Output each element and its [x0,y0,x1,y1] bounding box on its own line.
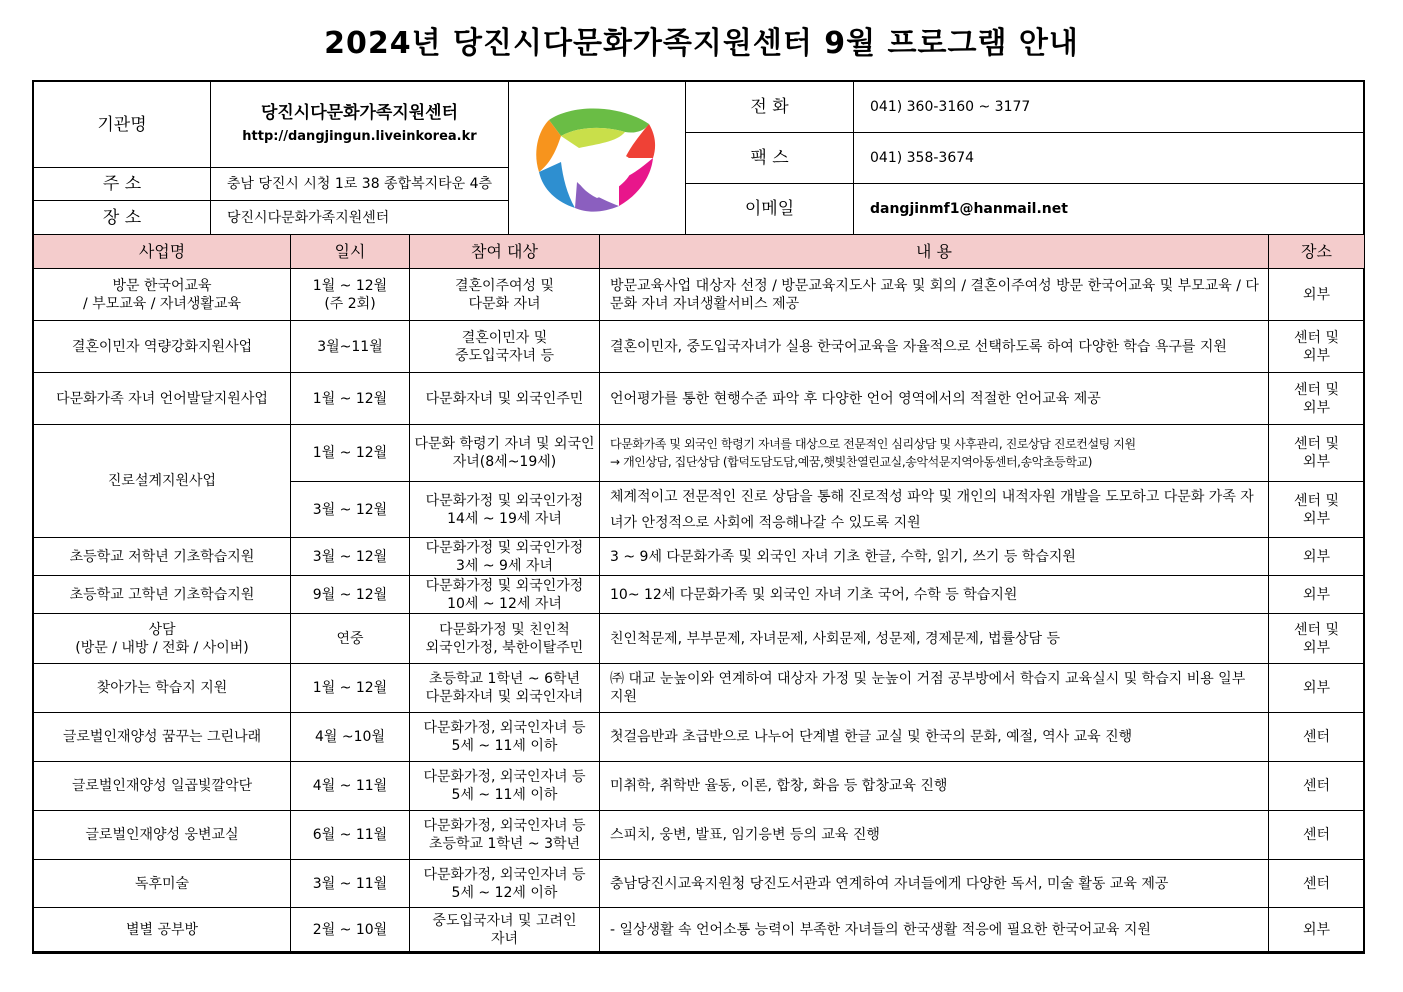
table-cell-target: 다문화가정 및 외국인가정 10세 ~ 12세 자녀 [410,576,600,614]
table-cell-content: 스피치, 웅변, 발표, 임기응변 등의 교육 진행 [600,811,1269,860]
table-cell-content: 다문화가족 및 외국인 학령기 자녀를 대상으로 전문적인 심리상담 및 사후관리, 진로상담 진로컨설팅 지원 → 개인상담, 집단상담 (합덕도담도담,예꿈,햇빛찬열린교실,송악석문지역아동센터,송악초등학교) [600,425,1269,482]
fax-label: 팩 스 [686,133,854,184]
table-cell-target: 다문화가정 및 친인척 외국인가정, 북한이탈주민 [410,614,600,664]
table-cell-program: 글로벌인재양성 꿈꾸는 그린나래 [34,713,291,762]
table-cell-period: 4월 ~ 11월 [291,762,410,811]
table-cell-place: 센터 및 외부 [1269,373,1365,425]
table-cell-target: 다문화가정 및 외국인가정 3세 ~ 9세 자녀 [410,538,600,576]
org-name: 당진시다문화가족지원센터 [260,102,459,123]
place-label: 장 소 [34,201,211,235]
fax-value: 041) 358-3674 [854,133,1365,184]
table-cell-place: 센터 [1269,713,1365,762]
table-cell-place: 센터 [1269,811,1365,860]
email-label: 이메일 [686,184,854,235]
table-cell-program: 찾아가는 학습지 지원 [34,664,291,713]
org-url[interactable]: http://dangjingun.liveinkorea.kr [242,128,477,144]
table-cell-period: 2월 ~ 10월 [291,908,410,952]
table-cell-target: 다문화가정, 외국인자녀 등 5세 ~ 11세 이하 [410,713,600,762]
table-cell-period: 3월~11월 [291,321,410,373]
table-cell-program: 글로벌인재양성 웅변교실 [34,811,291,860]
table-cell-target: 다문화가정, 외국인자녀 등 초등학교 1학년 ~ 3학년 [410,811,600,860]
center-logo-icon [527,102,667,214]
table-cell-program: 진로설계지원사업 [34,425,291,538]
table-cell-program: 초등학교 저학년 기초학습지원 [34,538,291,576]
table-cell-period: 3월 ~ 12월 [291,482,410,538]
col-header-place: 장소 [1269,235,1365,269]
table-cell-period: 1월 ~ 12월 [291,425,410,482]
table-cell-target: 다문화가정, 외국인자녀 등 5세 ~ 12세 이하 [410,860,600,908]
table-cell-period: 4월 ~10월 [291,713,410,762]
table-cell-place: 외부 [1269,538,1365,576]
table-cell-content: 언어평가를 통한 현행수준 파악 후 다양한 언어 영역에서의 적절한 언어교육 제공 [600,373,1269,425]
table-cell-program: 독후미술 [34,860,291,908]
table-cell-place: 센터 및 외부 [1269,482,1365,538]
table-cell-place: 센터 및 외부 [1269,614,1365,664]
table-cell-content: 친인척문제, 부부문제, 자녀문제, 사회문제, 성문제, 경제문제, 법률상담 등 [600,614,1269,664]
table-cell-period: 1월 ~ 12월 [291,664,410,713]
address-label: 주 소 [34,168,211,201]
table-cell-period: 1월 ~ 12월 [291,373,410,425]
table-cell-content: ㈜ 대교 눈높이와 연계하여 대상자 가정 및 눈높이 거점 공부방에서 학습지 교육실시 및 학습지 비용 일부 지원 [600,664,1269,713]
table-cell-program: 초등학교 고학년 기초학습지원 [34,576,291,614]
table-cell-content: 10~ 12세 다문화가족 및 외국인 자녀 기초 국어, 수학 등 학습지원 [600,576,1269,614]
logo-cell [509,82,686,235]
table-cell-target: 다문화가정 및 외국인가정 14세 ~ 19세 자녀 [410,482,600,538]
col-header-period: 일시 [291,235,410,269]
table-cell-content: 미취학, 취학반 율동, 이론, 합창, 화음 등 합창교육 진행 [600,762,1269,811]
org-name-cell [211,82,509,168]
col-header-target: 참여 대상 [410,235,600,269]
table-cell-period: 3월 ~ 11월 [291,860,410,908]
table-cell-target: 중도입국자녀 및 고려인 자녀 [410,908,600,952]
table-cell-target: 초등학교 1학년 ~ 6학년 다문화자녀 및 외국인자녀 [410,664,600,713]
table-cell-content: 첫걸음반과 초급반으로 나누어 단계별 한글 교실 및 한국의 문화, 예절, 역사 교육 진행 [600,713,1269,762]
phone-value: 041) 360-3160 ~ 3177 [854,82,1365,133]
email-value[interactable]: dangjinmf1@hanmail.net [854,184,1365,235]
table-cell-program: 상담 (방문 / 내방 / 전화 / 사이버) [34,614,291,664]
col-header-program: 사업명 [34,235,291,269]
table-cell-place: 외부 [1269,576,1365,614]
table-cell-content: 방문교육사업 대상자 선정 / 방문교육지도사 교육 및 회의 / 결혼이주여성 방문 한국어교육 및 부모교육 / 다문화 자녀 자녀생활서비스 제공 [600,269,1269,321]
table-cell-place: 외부 [1269,908,1365,952]
table-cell-program: 결혼이민자 역량강화지원사업 [34,321,291,373]
table-cell-target: 다문화 학령기 자녀 및 외국인 자녀(8세~19세) [410,425,600,482]
phone-label: 전 화 [686,82,854,133]
table-cell-period: 1월 ~ 12월 (주 2회) [291,269,410,321]
table-cell-content: 결혼이민자, 중도입국자녀가 실용 한국어교육을 자율적으로 선택하도록 하여 다양한 학습 욕구를 지원 [600,321,1269,373]
table-cell-program: 별별 공부방 [34,908,291,952]
table-cell-place: 센터 [1269,860,1365,908]
table-cell-place: 센터 및 외부 [1269,321,1365,373]
table-cell-period: 연중 [291,614,410,664]
address-value: 충남 당진시 시청 1로 38 종합복지타운 4층 [211,168,509,201]
org-label: 기관명 [34,82,211,168]
table-cell-place: 센터 및 외부 [1269,425,1365,482]
table-cell-period: 6월 ~ 11월 [291,811,410,860]
table-cell-period: 3월 ~ 12월 [291,538,410,576]
table-cell-target: 다문화가정, 외국인자녀 등 5세 ~ 11세 이하 [410,762,600,811]
table-cell-content: 3 ~ 9세 다문화가족 및 외국인 자녀 기초 한글, 수학, 읽기, 쓰기 등 학습지원 [600,538,1269,576]
table-cell-place: 센터 [1269,762,1365,811]
table-cell-program: 다문화가족 자녀 언어발달지원사업 [34,373,291,425]
table-cell-program: 글로벌인재양성 일곱빛깔악단 [34,762,291,811]
table-cell-content: 체계적이고 전문적인 진로 상담을 통해 진로적성 파악 및 개인의 내적자원 개발을 도모하고 다문화 가족 자녀가 안정적으로 사회에 적응해나갈 수 있도록 지원 [600,482,1269,538]
table-cell-place: 외부 [1269,269,1365,321]
col-header-content: 내 용 [600,235,1269,269]
table-cell-content: - 일상생활 속 언어소통 능력이 부족한 자녀들의 한국생활 적응에 필요한 한국어교육 지원 [600,908,1269,952]
table-cell-content: 충남당진시교육지원청 당진도서관과 연계하여 자녀들에게 다양한 독서, 미술 활동 교육 제공 [600,860,1269,908]
table-cell-period: 9월 ~ 12월 [291,576,410,614]
table-cell-target: 다문화자녀 및 외국인주민 [410,373,600,425]
table-cell-target: 결혼이민자 및 중도입국자녀 등 [410,321,600,373]
page-title: 2024년 당진시다문화가족지원센터 9월 프로그램 안내 [324,26,1079,61]
program-sheet [32,80,1365,954]
table-cell-target: 결혼이주여성 및 다문화 자녀 [410,269,600,321]
table-cell-place: 외부 [1269,664,1365,713]
place-value: 당진시다문화가족지원센터 [211,201,509,235]
table-cell-program: 방문 한국어교육 / 부모교육 / 자녀생활교육 [34,269,291,321]
